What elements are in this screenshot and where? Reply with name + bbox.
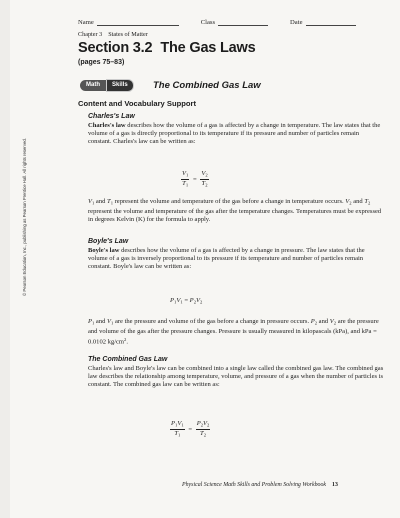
activity-title: The Combined Gas Law xyxy=(153,80,261,91)
boyle-explain: $P_1$ and $V_1$ are the pressure and volume of the gas before a change in pressure occurs. $P_2$ and $V_2$ are the pressure and volume of the gas after the pressure changes. Pressure is usually measured in kilopascals (kPa), and kPa = 0.0102 $kg/cm^2$. xyxy=(88,318,379,346)
chapter-title: States of Matter xyxy=(108,31,148,38)
content-heading: Content and Vocabulary Support xyxy=(78,99,196,108)
section-title xyxy=(78,40,255,56)
worksheet-page xyxy=(10,0,400,518)
boyle-equation: $P_1V_1 = P_2V_2$ xyxy=(170,297,203,305)
badge-math: Math xyxy=(80,80,106,91)
badge-skills: Skills xyxy=(106,79,134,92)
date-field[interactable] xyxy=(306,17,356,26)
chapter-number: Chapter 3 xyxy=(78,31,103,38)
class-field[interactable] xyxy=(218,17,268,26)
boyle-text: describes how the volume of a gas is affected by a change in pressure. The law states that the volume of a gas is inversely proportional to its pressure if its temperature and number of particles remain constant. Boyle's law can be written as: xyxy=(88,247,365,271)
section-name: The Gas Laws xyxy=(160,40,256,56)
page-footer xyxy=(182,482,338,488)
boyle-paragraph xyxy=(88,247,384,271)
section-number: Section 3.2 xyxy=(78,40,153,56)
name-label: Name xyxy=(78,19,94,26)
date-label: Date xyxy=(290,19,303,26)
section-pages: (pages 75–83) xyxy=(78,59,125,66)
boyle-heading: Boyle's Law xyxy=(88,238,129,245)
charles-equation: $\frac{V_1}{T_1}$ = $\frac{V_2}{T_2}$ xyxy=(182,170,208,187)
page-number: 13 xyxy=(332,482,338,488)
combined-equation: $\frac{P_1V_1}{T_1}$ = $\frac{P_2V_2}{T_2}$ xyxy=(171,420,210,437)
charles-term: Charles's law xyxy=(88,122,126,129)
charles-text: describes how the volume of a gas is affected by a change in temperature. The law states that the volume of a gas is directly proportional to its temperature if its pressure and number of particles remain constant. Charles's law can be written as: xyxy=(88,122,381,146)
charles-paragraph xyxy=(88,122,384,146)
boyle-term: Boyle's law xyxy=(88,247,120,254)
copyright-notice: © Pearson Education, Inc., publishing as Pearson Prentice Hall. All rights reserved. xyxy=(22,138,27,296)
charles-heading: Charles's Law xyxy=(88,113,135,120)
student-header xyxy=(78,14,378,26)
combined-heading: The Combined Gas Law xyxy=(88,356,168,363)
chapter-line xyxy=(78,31,148,38)
workbook-title: Physical Science Math Skills and Problem Solving Workbook xyxy=(182,482,327,488)
charles-explain: $V_1$ and $T_1$ represent the volume and temperature of the gas before a change in temperature occurs. $V_2$ and $T_2$ represent the volume and temperature of the gas after the temperature changes. Temperatures must be expressed in degrees Kelvin (K) for the formula to apply. xyxy=(88,198,382,223)
class-label: Class xyxy=(200,19,216,26)
name-field[interactable] xyxy=(97,17,179,26)
math-skills-badge xyxy=(80,80,134,91)
combined-paragraph: Charles's law and Boyle's law can be combined into a single law called the combined gas law. The combined gas law describes the relationship among temperature, volume, and pressure of a gas when the number of particles is constant. The combined gas law can be written as: xyxy=(88,365,384,389)
